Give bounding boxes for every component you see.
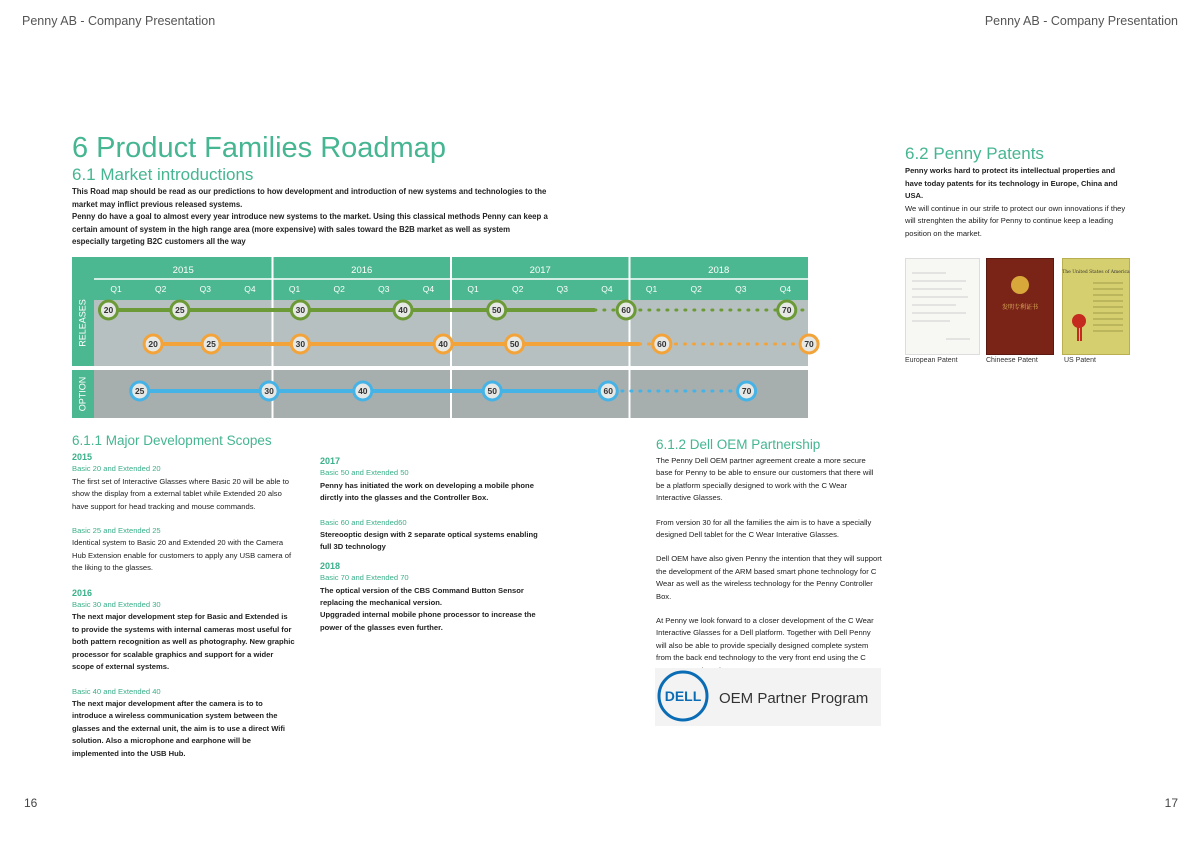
release-node-label: 40 [398,305,408,315]
year-2018: 2018 [320,560,341,571]
scopes-column-1 [72,451,296,760]
patents-text [905,165,1129,241]
oem-program-text: OEM Partner Program [719,690,869,707]
scopes-heading: 6.1.1 Major Development Scopes [72,433,272,448]
b25-title: Basic 25 and Extended 25 [72,526,161,536]
quarter-label: Q2 [511,284,524,294]
release-node-label: 40 [438,339,448,349]
page-number-right: 17 [1164,796,1178,810]
seal-icon [1072,314,1086,328]
release-node-label: 25 [134,386,145,396]
roadmap-chart [72,257,814,418]
b20-text: The first set of Interactive Glasses where Basic 20 will be able to show the display from a external tablet while Extended 20 also have support for head tracking and mouse commands. [72,476,289,511]
page-number-left: 16 [24,796,38,810]
scopes-column-2 [320,455,544,634]
b60-title: Basic 60 and Extended60 [320,517,407,527]
page-title: 6 Product Families Roadmap [72,132,446,164]
dell-heading: 6.1.2 Dell OEM Partnership [656,437,821,452]
quarter-label: Q1 [645,284,658,294]
release-node-label: 70 [741,386,752,396]
release-node-label: 60 [621,305,631,315]
b40-text: The next major development after the camera is to to introduce a wireless communication system between the glasses and the external unit, the aim is to use a direct Wifi solution. Also a microphone and earphone will be implemented into the USB Hub. [72,698,286,758]
b40-title: Basic 40 and Extended 40 [72,686,161,696]
quarter-label: Q4 [779,284,792,294]
dell-paragraph-2: From version 30 for all the families the aim is to have a specially designed Dell tablet for the C Wear Interative Glasses. [656,517,872,540]
b30-title: Basic 30 and Extended 30 [72,600,161,610]
quarter-label: Q4 [601,284,613,294]
b25-text: Identical system to Basic 20 and Extended 20 with the Camera Hub Extension enable for customers to apply any USB camera of the liking to the glasses. [72,538,292,573]
year-label: 2017 [529,265,551,276]
quarter-label: Q1 [288,284,301,294]
quarter-label: Q3 [378,284,390,294]
market-paragraph-1: This Road map should be read as our predictions to how development and introduction of new systems and technologies to the market may inflict previous released systems. [72,187,547,209]
patents-paragraph-1: Penny works hard to protect its intellectual properties and have today patents for its technology in Europe, China and USA. [905,166,1118,201]
release-node-label: 50 [509,339,520,349]
release-node-label: 40 [358,386,368,396]
us-cert-text: The United States of America [1062,270,1130,275]
dell-oem-logo [655,668,881,726]
quarter-label: Q2 [690,284,702,294]
quarter-label: Q3 [735,284,747,294]
b70-title: Basic 70 and Extended 70 [320,573,409,583]
year-label: 2016 [351,265,373,276]
patents-paragraph-2: We will continue in our strife to protect our own innovations if they will strenghten the ability for Penny to continue keep a leading position on the market. [905,203,1126,238]
patents-heading: 6.2 Penny Patents [905,144,1044,163]
release-node-label: 50 [487,386,497,396]
release-node-label: 50 [491,305,502,315]
market-heading: 6.1 Market introductions [72,165,254,184]
quarter-label: Q1 [110,284,122,294]
us-patent-label: US Patent [1064,357,1096,364]
quarter-label: Q4 [244,284,256,294]
b50-text: Penny has initiated the work on developing a mobile phone dirctly into the glasses and the Controller Box. [320,480,534,503]
release-node-label: 30 [295,339,306,349]
release-node-label: 70 [782,305,792,315]
year-label: 2015 [172,265,194,276]
cn-cert-text: 发明专利证书 [1001,304,1039,311]
release-node-label: 25 [175,305,185,315]
b70-text-2: Upggraded internal mobile phone processor to increase the power of the glasses even further. [320,610,536,632]
emblem-icon [1011,276,1029,294]
dell-paragraph-1: The Penny Dell OEM partner agreement create a more secure base for Penny to be able to ensure our customers that there will be a platform specially designed to work with the C Wear Interactive Glasses. [656,456,874,503]
b50-title: Basic 50 and Extended 50 [320,468,409,478]
release-node-label: 60 [657,339,667,349]
release-node-label: 20 [148,339,158,349]
dell-paragraph-4: At Penny we look forward to a closer development of the C Wear Interactive Glasses for a Dell platform. Together with Dell Penny will also be able to provide specially designed complete system from the back end technology to the very front end using the C [656,616,874,663]
dell-logo-text: DELL [664,688,702,704]
header-left: Penny AB - Company Presentation [22,14,216,28]
b20-title: Basic 20 and Extended 20 [72,464,161,474]
chinese-patent-image [986,258,1054,355]
quarter-label: Q3 [556,284,568,294]
release-node-label: 60 [603,386,613,396]
release-node-label: 70 [804,339,814,349]
release-node-label: 30 [295,305,306,315]
dell-text [656,455,882,677]
year-2015: 2015 [72,452,93,462]
european-patent-label: European Patent [905,357,958,364]
release-node-label: 30 [264,386,274,396]
header-right: Penny AB - Company Presentation [984,14,1178,28]
option-label: OPTION [77,376,88,412]
quarter-label: Q3 [199,284,211,294]
b30-text: The next major development step for Basic and Extended is to provide the systems with internal cameras most useful for both pattern recognition as well as photography. New graphic processor for scalable graphics and support for a wider scope of external systems. [72,612,295,672]
quarter-label: Q4 [422,284,435,294]
quarter-label: Q2 [333,284,345,294]
releases-label: RELEASES [77,299,88,347]
quarter-label: Q2 [154,284,167,294]
chinese-patent-label: Chineese Patent [986,357,1038,364]
year-2016: 2016 [72,587,93,598]
b70-text-1: The optical version of the CBS Command Button Sensor replacing the mechanical version. [320,585,524,608]
release-node-label: 20 [103,305,114,315]
market-intro [72,186,548,249]
market-paragraph-2: Penny do have a goal to almost every year introduce new systems to the market. Using this classical methods Penny can keep a certain amount of system in the high range area (more expensive) with sales toward the B2B market as well as system especially targeting B2C customers all the way [72,212,548,247]
year-label: 2018 [708,265,730,276]
quarter-label: Q1 [467,284,479,294]
year-2017: 2017 [320,456,341,466]
b60-text: Stereooptic design with 2 separate optical systems enabling full 3D technology [320,530,538,552]
dell-paragraph-3: Dell OEM have also given Penny the intention that they will support the development of the ARM based smart phone technology for C Wear as well as the wireless technology for the Penny Controller Box. [656,554,882,601]
us-patent-image [1062,258,1130,355]
release-node-label: 25 [206,339,216,349]
european-patent-image [905,258,980,355]
